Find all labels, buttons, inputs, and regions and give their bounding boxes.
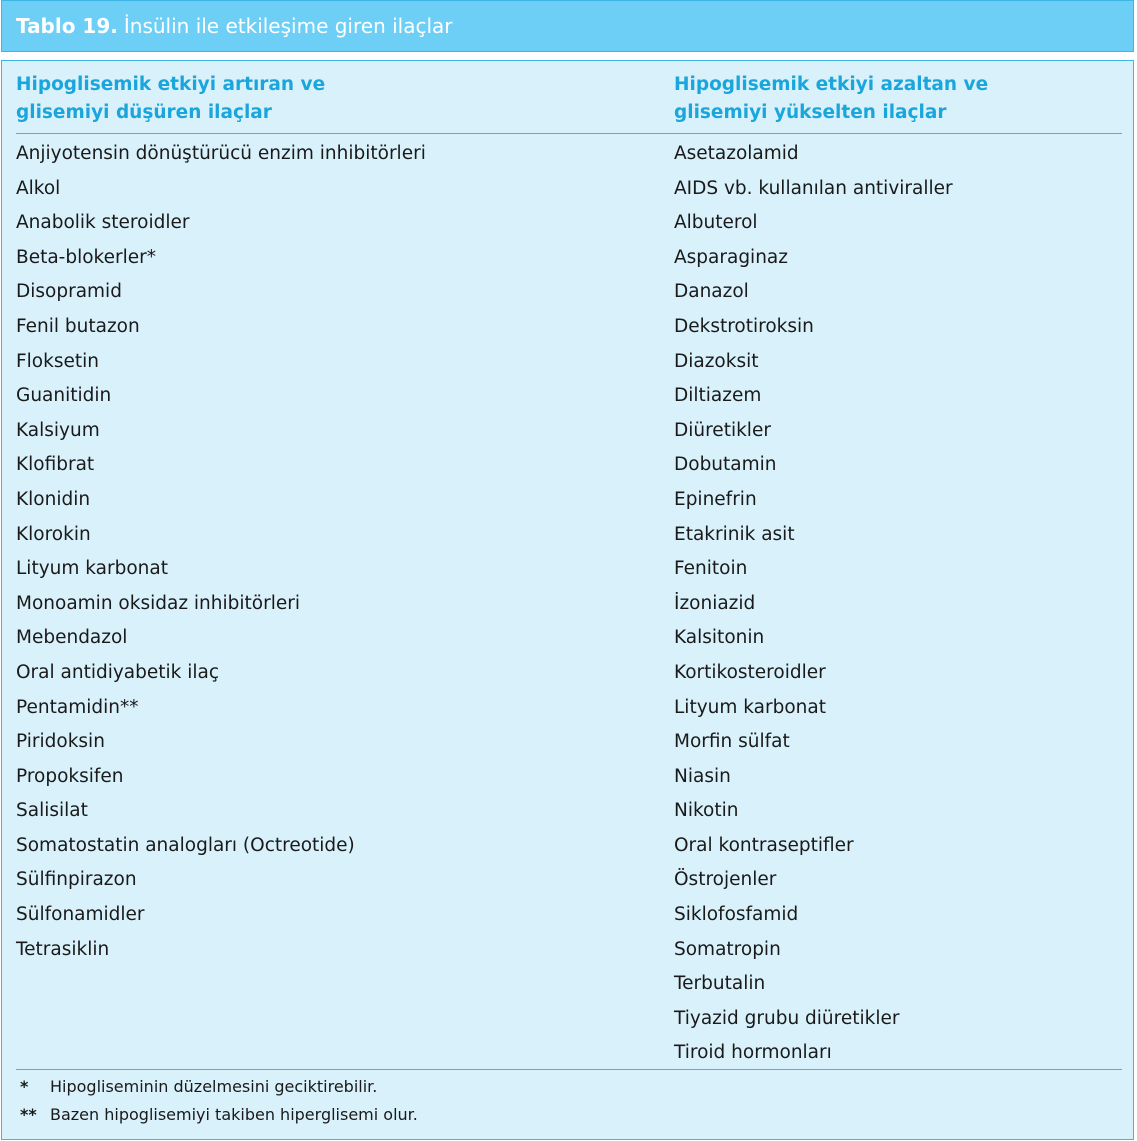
left-header-line1: Hipoglisemik etkiyi artıran ve xyxy=(16,74,326,95)
list-item: Propoksifen xyxy=(16,765,124,787)
list-item: Tiroid hormonları xyxy=(674,1042,832,1064)
list-item: İzoniazid xyxy=(674,592,756,614)
list-item: Kalsitonin xyxy=(674,627,765,649)
footnote-divider xyxy=(16,1069,1122,1070)
list-item: Mebendazol xyxy=(16,627,128,649)
list-item: Tetrasiklin xyxy=(16,938,110,960)
list-item: Somatostatin analogları (Octreotide) xyxy=(16,834,355,856)
list-item: Nikotin xyxy=(674,800,739,822)
list-item: Asetazolamid xyxy=(674,143,799,164)
list-item: AIDS vb. kullanılan antiviraller xyxy=(674,177,953,199)
right-drug-list xyxy=(674,137,953,1071)
left-header-line2: glisemiyi düşüren ilaçlar xyxy=(16,102,272,123)
list-item: Piridoksin xyxy=(16,731,105,753)
list-item: Fenil butazon xyxy=(16,315,140,337)
list-item: Etakrinik asit xyxy=(674,523,795,545)
list-item: Terbutalin xyxy=(674,973,766,995)
footnote-row xyxy=(20,1101,418,1129)
list-item: Beta-blokerler* xyxy=(16,246,156,268)
list-item: Tiyazid grubu diüretikler xyxy=(674,1007,900,1029)
list-item: Dekstrotiroksin xyxy=(674,315,814,337)
list-item: Fenitoin xyxy=(674,558,748,580)
list-item: Oral antidiyabetik ilaç xyxy=(16,661,220,683)
list-item: Diltiazem xyxy=(674,385,762,407)
list-item: Sülfinpirazon xyxy=(16,869,137,891)
footnote-mark: ** xyxy=(20,1105,37,1124)
list-item: Alkol xyxy=(16,177,61,199)
list-item: Danazol xyxy=(674,281,749,303)
list-item: Asparaginaz xyxy=(674,246,788,268)
list-item: Somatropin xyxy=(674,938,781,960)
list-item: Oral kontraseptifler xyxy=(674,834,854,856)
list-item: Anabolik steroidler xyxy=(16,212,190,234)
footnote-mark: * xyxy=(20,1077,29,1096)
list-item: Epinefrin xyxy=(674,488,757,510)
list-item: Guanitidin xyxy=(16,385,112,407)
list-item: Disopramid xyxy=(16,281,122,303)
list-item: Klofibrat xyxy=(16,454,95,476)
list-item: Diazoksit xyxy=(674,350,759,372)
left-drug-list xyxy=(16,137,426,967)
list-item: Östrojenler xyxy=(674,869,777,891)
list-item: Kortikosteroidler xyxy=(674,661,826,683)
header-divider xyxy=(16,133,1122,134)
list-item: Pentamidin** xyxy=(16,696,139,718)
list-item: Sülfonamidler xyxy=(16,904,145,926)
list-item: Siklofosfamid xyxy=(674,904,799,926)
table-title: İnsülin ile etkileşime giren ilaçlar xyxy=(123,14,453,38)
footnote-text: Hipogliseminin düzelmesini geciktirebilir. xyxy=(50,1077,378,1096)
list-item: Lityum karbonat xyxy=(674,696,826,718)
table-title-bar xyxy=(1,0,1134,52)
footnote-row xyxy=(20,1073,418,1101)
right-column-header xyxy=(674,71,988,127)
list-item: Morfin sülfat xyxy=(674,731,790,753)
list-item: Dobutamin xyxy=(674,454,777,476)
list-item: Monoamin oksidaz inhibitörleri xyxy=(16,592,300,614)
footnote-text: Bazen hipoglisemiyi takiben hiperglisemi olur. xyxy=(50,1105,418,1124)
right-header-line2: glisemiyi yükselten ilaçlar xyxy=(674,102,947,123)
table-number: Tablo 19. xyxy=(16,14,118,38)
list-item: Floksetin xyxy=(16,350,99,372)
footnotes xyxy=(20,1073,418,1129)
list-item: Anjiyotensin dönüştürücü enzim inhibitörleri xyxy=(16,143,426,164)
list-item: Albuterol xyxy=(674,212,758,234)
list-item: Kalsiyum xyxy=(16,419,100,441)
left-column-header xyxy=(16,71,325,127)
list-item: Lityum karbonat xyxy=(16,558,168,580)
list-item: Salisilat xyxy=(16,800,88,822)
table-panel xyxy=(1,60,1134,1140)
right-header-line1: Hipoglisemik etkiyi azaltan ve xyxy=(674,74,989,95)
list-item: Diüretikler xyxy=(674,419,771,441)
list-item: Klonidin xyxy=(16,488,91,510)
list-item: Niasin xyxy=(674,765,731,787)
list-item: Klorokin xyxy=(16,523,91,545)
